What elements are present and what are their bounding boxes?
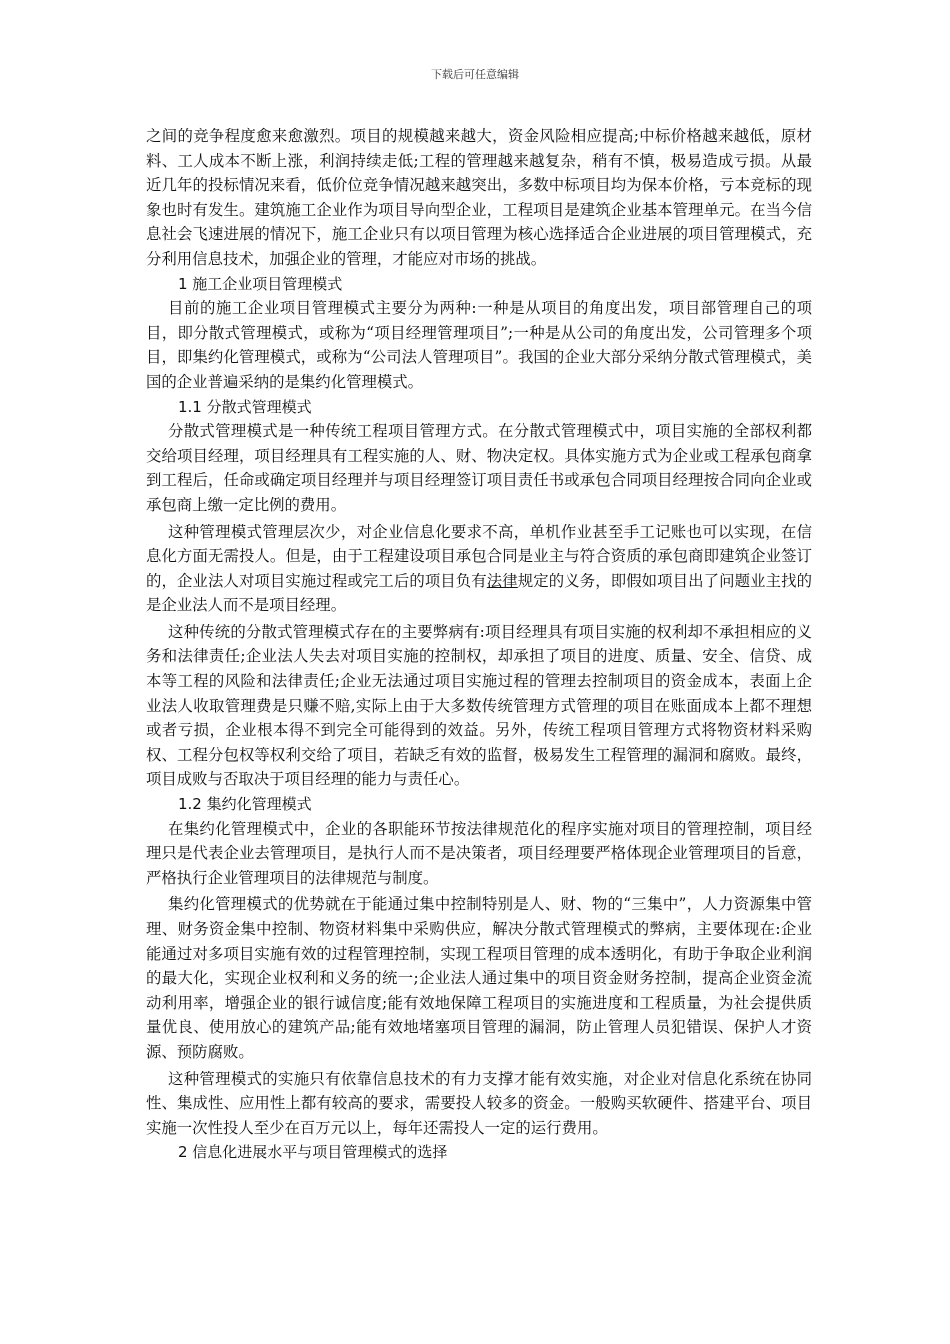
paragraph: 集约化管理模式的优势就在于能通过集中控制特别是人、财、物的“三集中”，人力资源集中管理、财务资金集中控制、物资材料集中采购供应，解决分散式管理模式的弊病，主要体现在:企业能通过对多项目实施有效的过程管理控制，实现工程项目管理的成本透明化，有助于争取企业利润的最大化，实现企业权利和义务的统一;企业法人通过集中的项目资金财务控制，提高企业资金流动利用率，增强企业的银行诚信度;能有效地保障工程项目的实施进度和工程质量，为社会提供质量优良、使用放心的建筑产品;能有效地堵塞项目管理的漏洞，防止管理人员犯错误、保护人才资源、预防腐败。 [146,895,812,1061]
page-header: 下载后可任意编辑 [431,68,519,81]
paragraph: 分散式管理模式是一种传统工程项目管理方式。在分散式管理模式中，项目实施的全部权利都交给项目经理，项目经理具有工程实施的人、财、物决定权。具体实施方式为企业或工程承包商拿到工程后，任命或确定项目经理并与项目经理签订项目责任书或承包合同项目经理按合同向企业或承包商上缴一定比例的费用。 [146,422,812,514]
paragraph: 目前的施工企业项目管理模式主要分为两种:一种是从项目的角度出发，项目部管理自己的项目，即分散式管理模式，或称为“项目经理管理项目”;一种是从公司的角度出发，公司管理多个项目，即集约化管理模式，或称为“公司法人管理项目”。我国的企业大部分采纳分散式管理模式，美国的企业普遍采纳的是集约化管理模式。 [146,299,812,391]
paragraph [146,520,812,618]
paragraph: 之间的竞争程度愈来愈激烈。项目的规模越来越大，资金风险相应提高;中标价格越来越低，原材料、工人成本不断上涨，利润持续走低;工程的管理越来越复杂，稍有不慎，极易造成亏损。从最近几年的投标情况来看，低价位竞争情况越来越突出，多数中标项目均为保本价格，亏本竞标的现象也时有发生。建筑施工企业作为项目导向型企业，工程项目是建筑企业基本管理单元。在当今信息社会飞速进展的情况下，施工企业只有以项目管理为核心选择适合企业进展的项目管理模式，充分利用信息技术，加强企业的管理，才能应对市场的挑战。 [146,127,812,268]
paragraph-text: 这种管理模式管理层次少，对企业信息化要求不高，单机作业甚至手工记账也可以实现，在信息化方面无需投人。但是，由于工程建设项目承包合同是业主与符合资质的承包商即建筑企业签订的，企业法人对项目实施过程或完工后的项目负有 [146,522,812,590]
paragraph-text: 规定的义务，即假如项目出了问题业主找的是企业法人而不是项目经理。 [146,571,812,615]
subsection-heading: 1.1 分散式管理模式 [178,397,312,416]
section-heading: 1 施工企业项目管理模式 [178,274,343,293]
subsection-heading: 1.2 集约化管理模式 [178,795,312,814]
document-body [146,124,812,1165]
paragraph: 这种管理模式的实施只有依靠信息技术的有力支撑才能有效实施，对企业对信息化系统在协同性、集成性、应用性上都有较高的要求，需要投人较多的资金。一般购买软硬件、搭建平台、项目实施一次性投人至少在百万元以上，每年还需投人一定的运行费用。 [146,1069,812,1137]
section-heading: 2 信息化进展水平与项目管理模式的选择 [178,1143,448,1162]
law-link[interactable]: 法律 [486,571,518,590]
paragraph: 在集约化管理模式中，企业的各职能环节按法律规范化的程序实施对项目的管理控制，项目经理只是代表企业去管理项目，是执行人而不是决策者，项目经理要严格体现企业管理项目的旨意，严格执行企业管理项目的法律规范与制度。 [146,819,812,887]
paragraph: 这种传统的分散式管理模式存在的主要弊病有:项目经理具有项目实施的权利却不承担相应的义务和法律责任;企业法人失去对项目实施的控制权，却承担了项目的进度、质量、安全、信贷、成本等工程的风险和法律责任;企业无法通过项目实施过程的管理去控制项目的资金成本，表面上企业法人收取管理费是只赚不赔,实际上由于大多数传统管理方式管理的项目在账面成本上都不理想或者亏损，企业根本得不到完全可能得到的效益。另外，传统工程项目管理方式将物资材料采购权、工程分包权等权利交给了项目，若缺乏有效的监督，极易发生工程管理的漏洞和腐败。最终，项目成败与否取决于项目经理的能力与责任心。 [146,622,812,789]
